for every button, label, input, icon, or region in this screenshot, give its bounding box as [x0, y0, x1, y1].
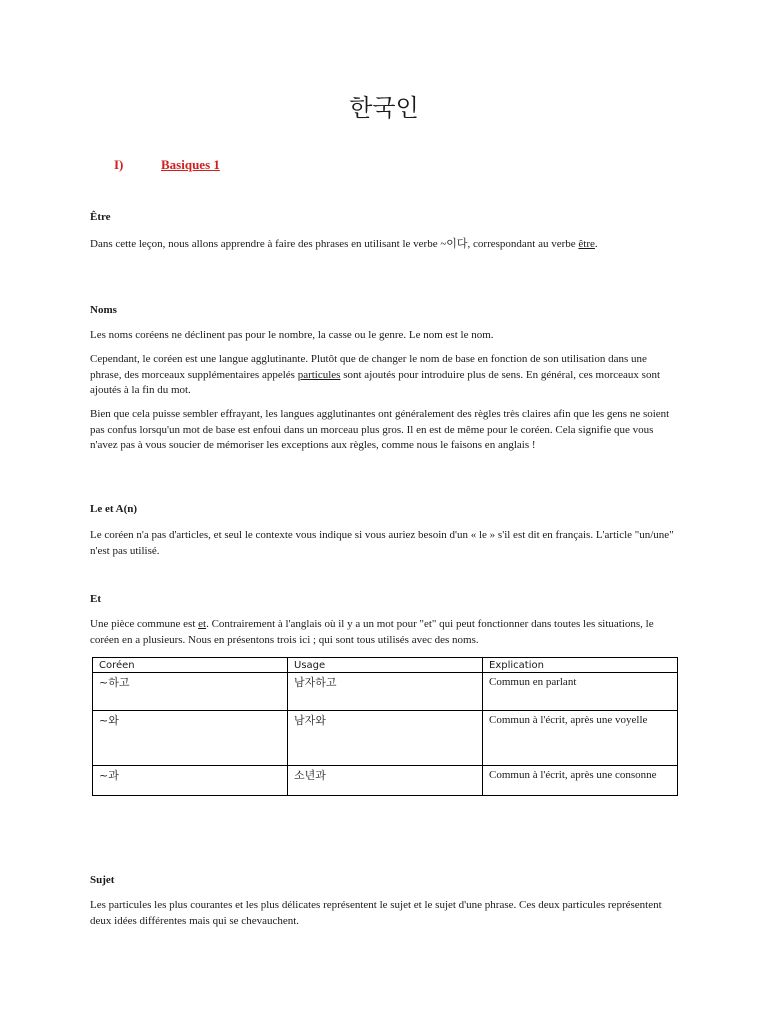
section-title: Basiques 1 [161, 157, 220, 172]
paragraph-noms-3: Bien que cela puisse sembler effrayant, les langues agglutinantes ont généralement des règles très claires afin que les gens ne soient pas confus lorsqu'un mot de base est enfoui dans un morceau plus gros. Il en est de même pour le coréen. Cela signifie que vous n'avez pas à vous soucier de mémoriser les exceptions aux règles, comme nous le faisons en anglais ! [90, 408, 670, 452]
section-heading [114, 157, 220, 173]
table-cell-usage: 남자하고 [288, 673, 483, 711]
section-number: I) [114, 157, 124, 172]
paragraph-articles: Le coréen n'a pas d'articles, et seul le contexte vous indique si vous auriez besoin d'un « le » s'il est dit en français. L'article "un/une" n'est pas utilisé. [90, 529, 674, 557]
particles-table [92, 657, 678, 796]
table-cell-explication: Commun à l'écrit, après une consonne [483, 766, 678, 796]
table-cell-coreen: ~과 [93, 766, 288, 796]
underlined-etre: être [578, 238, 595, 250]
paragraph-sujet: Les particules les plus courantes et les plus délicates représentent le sujet et le sujet d'une phrase. Ces deux particules représentent deux idées différentes mais qui se chevauchent. [90, 899, 662, 927]
table-row [93, 673, 678, 711]
table-row [93, 711, 678, 766]
paragraph-noms-2-text: Cependant, le coréen est une langue agglutinante. Plutôt que de changer le nom de base en fonction de son utilisation dans une phrase, des morceaux supplémentaires appelés [90, 353, 647, 381]
heading-sujet: Sujet [90, 874, 115, 886]
paragraph-etre-end: . [594, 238, 598, 250]
heading-articles: Le et A(n) [90, 503, 138, 515]
table-header-explication: Explication [483, 658, 678, 673]
document-title: 한국인 [349, 94, 419, 122]
paragraph-noms-2 [90, 352, 680, 399]
paragraph-et-end: . Contrairement à l'anglais où il y a un mot pour "et" qui peut fonctionner dans toutes les situations, le coréen en a plusieurs. Nous en présentons trois ici ; qui sont tous utilisés avec des noms. [90, 618, 654, 646]
heading-noms: Noms [90, 304, 117, 316]
heading-et: Et [90, 593, 101, 605]
table-cell-explication: Commun en parlant [483, 673, 678, 711]
table-cell-usage: 남자와 [288, 711, 483, 766]
table-row [93, 766, 678, 796]
table-header-row [93, 658, 678, 673]
paragraph-etre [90, 237, 680, 253]
underlined-et: et [198, 618, 207, 630]
paragraph-et [90, 617, 680, 648]
table-header-usage: Usage [288, 658, 483, 673]
table-header-coreen: Coréen [93, 658, 288, 673]
table-cell-coreen: ~와 [93, 711, 288, 766]
table-cell-coreen: ~하고 [93, 673, 288, 711]
table-cell-explication: Commun à l'écrit, après une voyelle [483, 711, 678, 766]
paragraph-et-text: Une pièce commune est [90, 618, 196, 630]
paragraph-noms-2-end: sont ajoutés pour introduire plus de sens. En général, ces morceaux sont ajoutés à la fin du mot. [90, 368, 661, 397]
table-cell-usage: 소년과 [288, 766, 483, 796]
paragraph-noms-1: Les noms coréens ne déclinent pas pour le nombre, la casse ou le genre. Le nom est le nom. [90, 329, 494, 341]
underlined-particules: particules [297, 368, 341, 381]
paragraph-etre-text: Dans cette leçon, nous allons apprendre à faire des phrases en utilisant le verbe ~이다, correspondant au verbe [90, 238, 576, 250]
heading-etre: Être [90, 211, 111, 223]
